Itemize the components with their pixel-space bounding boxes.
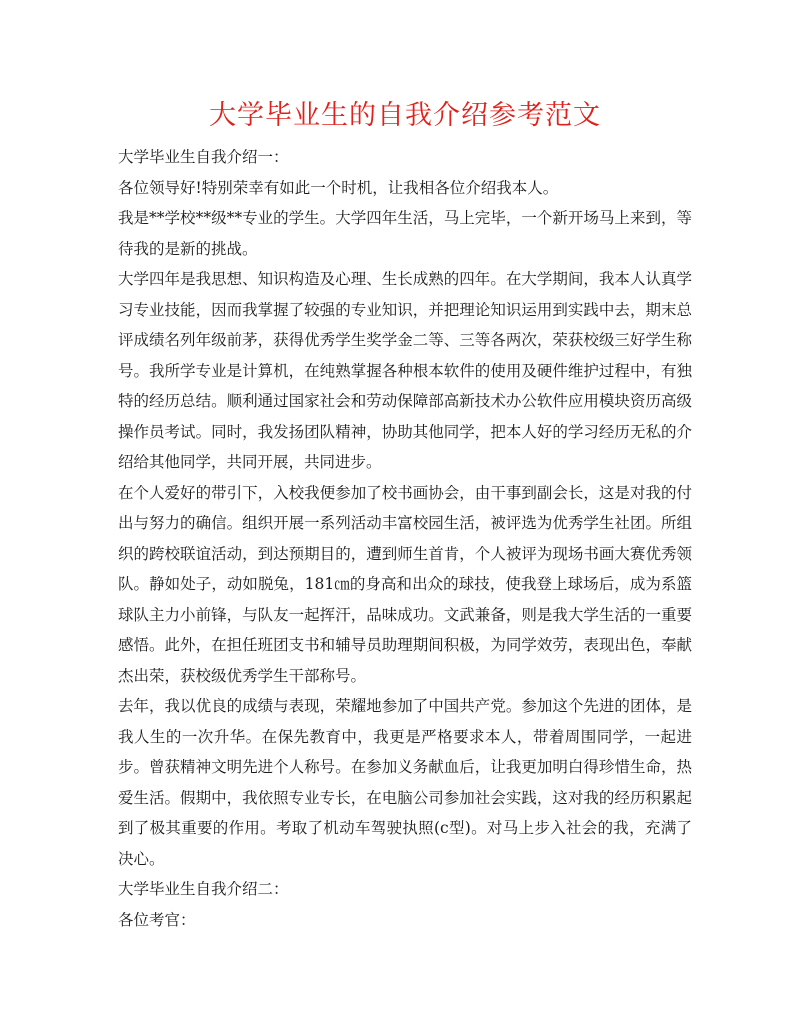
document-title: 大学毕业生的自我介绍参考范文 <box>209 100 601 131</box>
salutation-paragraph: 各位考官： <box>118 910 196 929</box>
party-paragraph: 去年，我以优良的成绩与表现，荣耀地参加了中国共产党。参加这个先进的团体，是我人生的一次升华。在保先教育中，我更是严格要求本人，带着周围同学，一起进步。曾获精神文明先进个人称号。在参加义务献血后，让我更加明白得珍惜生命，热爱生活。假期中，我依照专业专长，在电脑公司参加社会实践，这对我的经历积累起到了极其重要的作用。考取了机动车驾驶执照(c型)。对马上步入社会的我，充满了决心。 <box>118 697 692 868</box>
document-page <box>118 96 692 935</box>
study-paragraph: 大学四年是我思想、知识构造及心理、生长成熟的四年。在大学期间，我本人认真学习专业技能，因而我掌握了较强的专业知识，并把理论知识运用到实践中去，期末总评成绩名列年级前茅，获得优秀学生奖学金二等、三等各两次，荣获校级三好学生称号。我所学专业是计算机，在纯熟掌握各种根本软件的使用及硬件维护过程中，有独特的经历总结。顺利通过国家社会和劳动保障部高新技术办公软件应用模块资历高级操作员考试。同时，我发扬团队精神，协助其他同学，把本人好的学习经历无私的介绍给其他同学，共同开展，共同进步。 <box>118 270 692 471</box>
intro-paragraph: 我是**学校**级**专业的学生。大学四年生活，马上完毕，一个新开场马上来到，等待我的是新的挑战。 <box>118 209 692 258</box>
greeting-paragraph: 各位领导好!特别荣幸有如此一个时机，让我相各位介绍我本人。 <box>118 178 559 197</box>
section-heading-2: 大学毕业生自我介绍二： <box>118 880 289 898</box>
section-heading-1: 大学毕业生自我介绍一： <box>118 148 289 166</box>
activities-paragraph: 在个人爱好的带引下，入校我便参加了校书画协会，由干事到副会长，这是对我的付出与努力的确信。组织开展一系列活动丰富校园生活，被评选为优秀学生社团。所组织的跨校联谊活动，到达预期目的，遭到师生首肯，个人被评为现场书画大赛优秀领队。静如处子，动如脱兔，181㎝的身高和出众的球技，使我登上球场后，成为系篮球队主力小前锋，与队友一起挥汗，品味成功。文武兼备，则是我大学生活的一重要感悟。此外，在担任班团支书和辅导员助理期间积极，为同学效劳，表现出色，奉献杰出荣，获校级优秀学生干部称号。 <box>118 483 692 685</box>
